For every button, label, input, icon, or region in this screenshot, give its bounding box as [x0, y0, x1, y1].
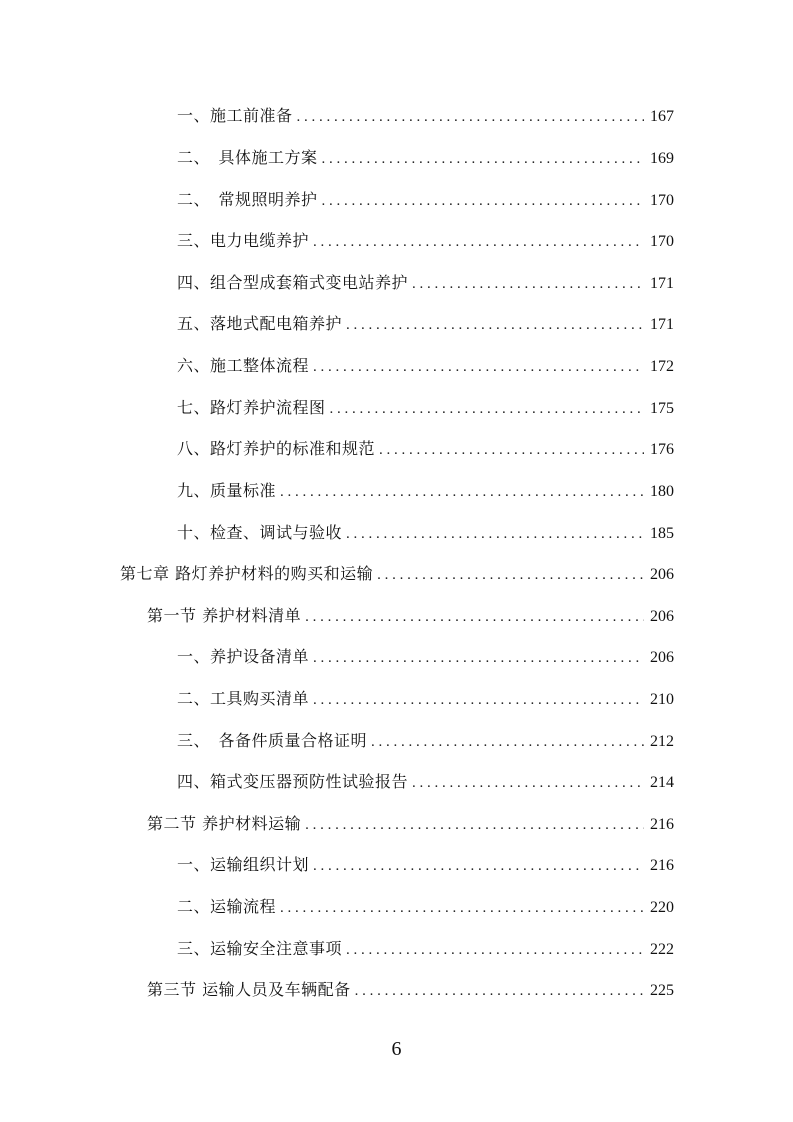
toc-entry[interactable] — [177, 268, 674, 298]
toc-entry[interactable] — [177, 518, 674, 548]
toc-entry-title: 二、 常规照明养护 — [177, 190, 318, 209]
toc-entry-title: 二、工具购买清单 — [177, 689, 310, 708]
toc-entry-page: 225 — [650, 982, 674, 999]
toc-entry-page: 216 — [650, 857, 674, 874]
toc-entry-title: 二、 具体施工方案 — [177, 148, 318, 167]
toc-leader-dots — [346, 519, 644, 549]
toc-leader-dots — [313, 685, 644, 715]
toc-section-title: 第一节 养护材料清单 — [147, 606, 302, 625]
toc-leader-dots — [305, 602, 644, 632]
toc-leader-dots — [280, 477, 644, 507]
toc-chapter-entry[interactable] — [120, 559, 674, 589]
toc-entry[interactable] — [177, 767, 674, 797]
toc-entry-page: 180 — [650, 483, 674, 500]
toc-entry-page: 220 — [650, 899, 674, 916]
toc-entry-page: 210 — [650, 691, 674, 708]
toc-entry-title: 一、运输组织计划 — [177, 855, 310, 874]
toc-leader-dots — [346, 310, 644, 340]
toc-entry[interactable] — [177, 684, 674, 714]
toc-entry[interactable] — [177, 351, 674, 381]
toc-entry-page: 216 — [650, 816, 674, 833]
toc-entry[interactable] — [177, 393, 674, 423]
toc-entry[interactable] — [177, 934, 674, 964]
toc-section-title: 第二节 养护材料运输 — [147, 814, 302, 833]
toc-entry-page: 176 — [650, 441, 674, 458]
toc-entry[interactable] — [177, 101, 674, 131]
toc-entry-title: 九、质量标准 — [177, 481, 277, 500]
toc-entry-page: 170 — [650, 192, 674, 209]
toc-entry-page: 206 — [650, 649, 674, 666]
toc-leader-dots — [412, 269, 644, 299]
toc-leader-dots — [322, 144, 644, 174]
toc-entry[interactable] — [177, 226, 674, 256]
toc-leader-dots — [313, 227, 644, 257]
toc-entry-title: 七、路灯养护流程图 — [177, 398, 326, 417]
toc-entry-page: 169 — [650, 150, 674, 167]
toc-leader-dots — [377, 560, 644, 590]
toc-entry[interactable] — [177, 726, 674, 756]
toc-entry-title: 十、检查、调试与验收 — [177, 523, 343, 542]
toc-entry-page: 206 — [650, 608, 674, 625]
toc-entry[interactable] — [177, 476, 674, 506]
toc-chapter-title: 第七章 路灯养护材料的购买和运输 — [120, 564, 374, 583]
toc-leader-dots — [322, 186, 644, 216]
toc-entry-title: 五、落地式配电箱养护 — [177, 314, 343, 333]
toc-leader-dots — [297, 102, 644, 132]
toc-entry[interactable] — [177, 143, 674, 173]
toc-entry-page: 206 — [650, 566, 674, 583]
toc-leader-dots — [379, 435, 644, 465]
toc-entry-title: 三、运输安全注意事项 — [177, 939, 343, 958]
toc-entry[interactable] — [177, 642, 674, 672]
toc-section-entry[interactable] — [147, 809, 674, 839]
toc-entry-page: 222 — [650, 941, 674, 958]
toc-entry-page: 172 — [650, 358, 674, 375]
toc-entry-title: 四、箱式变压器预防性试验报告 — [177, 772, 409, 791]
toc-entry-title: 一、施工前准备 — [177, 106, 293, 125]
toc-entry-title: 三、电力电缆养护 — [177, 231, 310, 250]
toc-entry[interactable] — [177, 309, 674, 339]
toc-section-entry[interactable] — [147, 975, 674, 1005]
toc-leader-dots — [305, 810, 644, 840]
toc-leader-dots — [313, 352, 644, 382]
toc-entry-page: 167 — [650, 108, 674, 125]
toc-leader-dots — [412, 768, 644, 798]
toc-entry-page: 185 — [650, 525, 674, 542]
toc-leader-dots — [313, 643, 644, 673]
toc-entry-page: 171 — [650, 275, 674, 292]
toc-entry[interactable] — [177, 185, 674, 215]
toc-entry[interactable] — [177, 892, 674, 922]
toc-entry-title: 八、路灯养护的标准和规范 — [177, 439, 376, 458]
toc-entry-title: 六、施工整体流程 — [177, 356, 310, 375]
toc-entry[interactable] — [177, 850, 674, 880]
toc-leader-dots — [330, 394, 644, 424]
toc-leader-dots — [346, 935, 644, 965]
page-number: 6 — [391, 1038, 402, 1060]
toc-entry-title: 一、养护设备清单 — [177, 647, 310, 666]
toc-section-entry[interactable] — [147, 601, 674, 631]
toc-entry-page: 214 — [650, 774, 674, 791]
toc-section-title: 第三节 运输人员及车辆配备 — [147, 980, 351, 999]
toc-leader-dots — [355, 976, 644, 1006]
toc-leader-dots — [280, 893, 644, 923]
toc-entry-title: 四、组合型成套箱式变电站养护 — [177, 273, 409, 292]
toc-leader-dots — [313, 851, 644, 881]
toc-entry-page: 212 — [650, 733, 674, 750]
toc-leader-dots — [371, 727, 644, 757]
toc-entry-page: 175 — [650, 400, 674, 417]
toc-entry-title: 二、运输流程 — [177, 897, 277, 916]
toc-entry-title: 三、 各备件质量合格证明 — [177, 731, 368, 750]
toc-entry-page: 171 — [650, 316, 674, 333]
toc-entry-page: 170 — [650, 233, 674, 250]
toc-entry[interactable] — [177, 434, 674, 464]
